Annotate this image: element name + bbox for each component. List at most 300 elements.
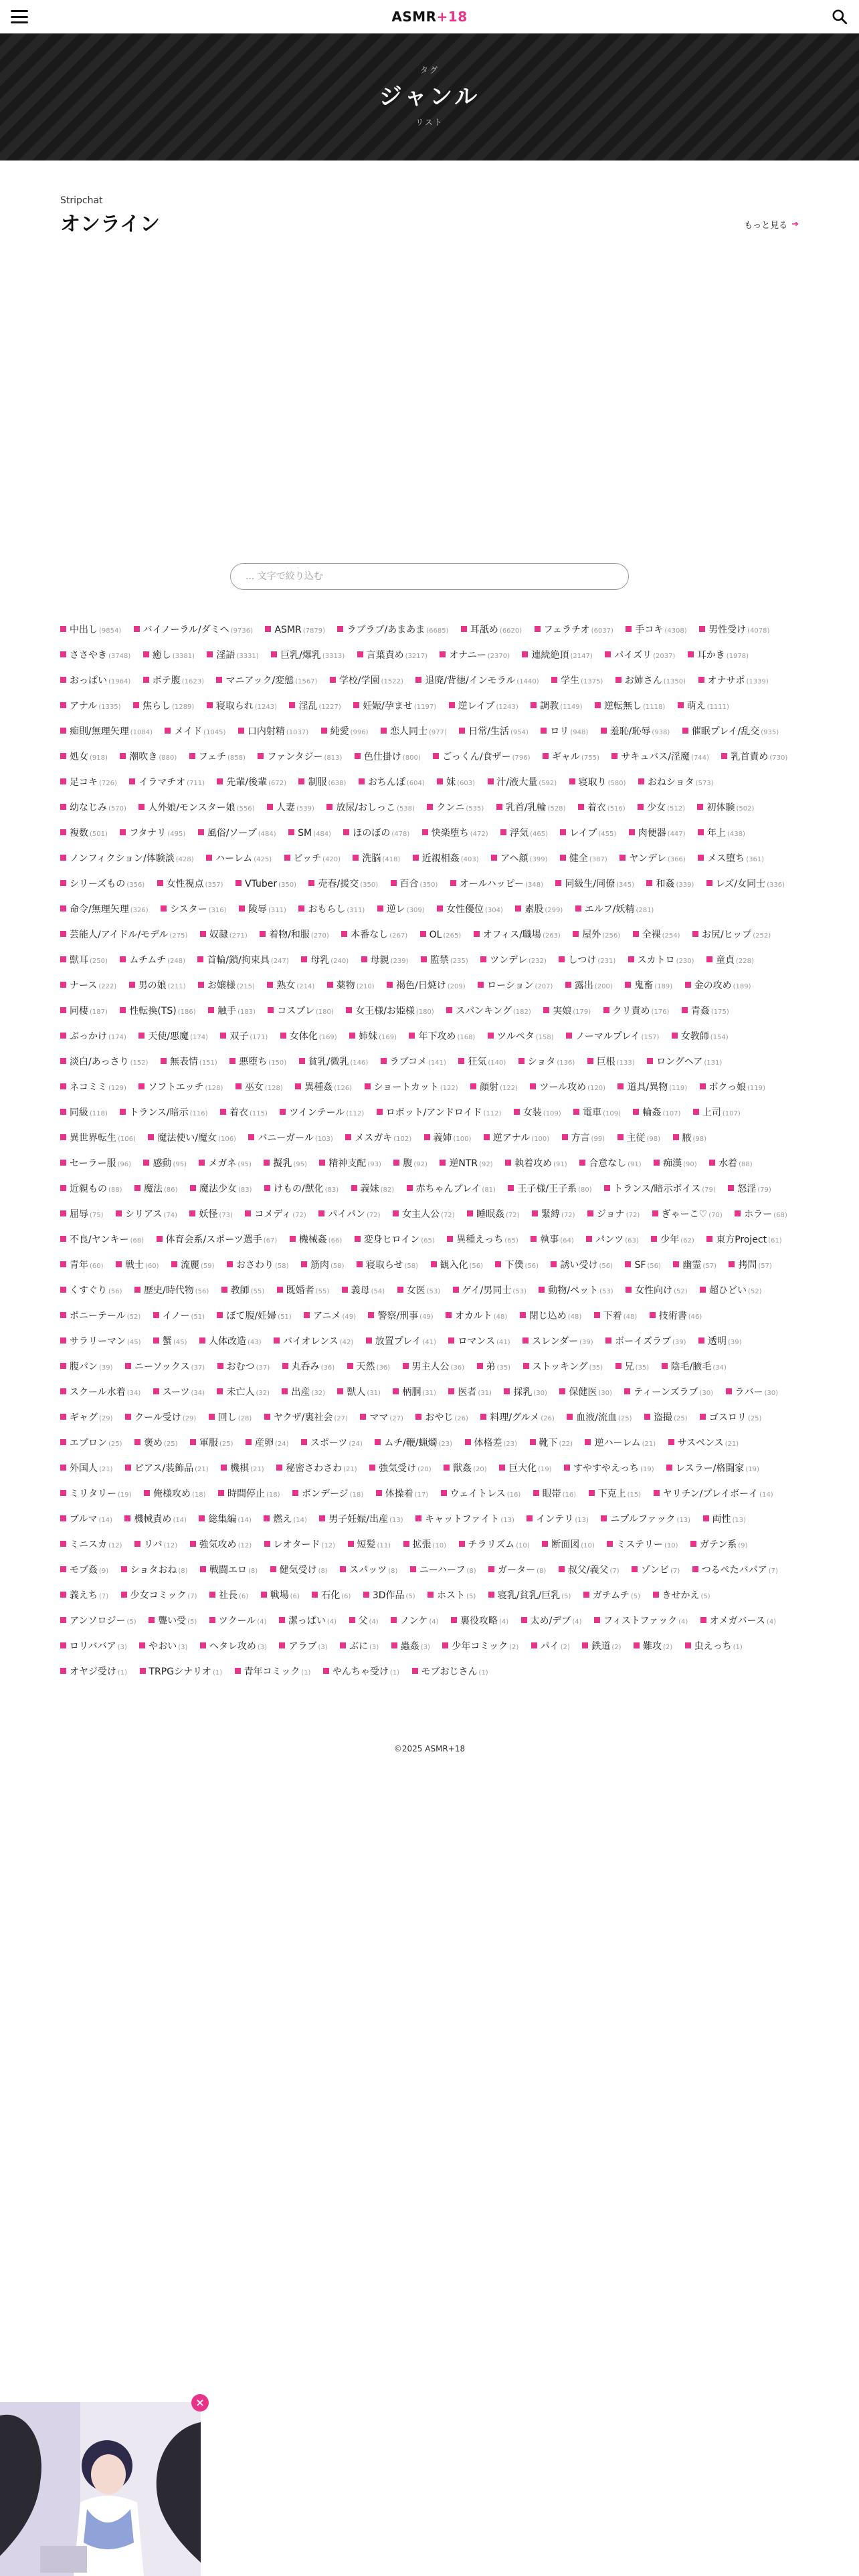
tag-link[interactable] (208, 999, 256, 1025)
tag-link[interactable] (274, 1329, 353, 1355)
tag-link[interactable] (449, 694, 518, 720)
tag-link[interactable] (673, 1126, 707, 1152)
tag-link[interactable] (604, 1177, 716, 1202)
tag-link[interactable] (60, 643, 130, 669)
tag-link[interactable] (153, 1329, 187, 1355)
tag-link[interactable] (531, 1634, 570, 1660)
tag-link[interactable] (138, 1075, 223, 1101)
tag-link[interactable] (60, 1431, 122, 1457)
tag-link[interactable] (268, 999, 333, 1025)
tag-link[interactable] (125, 1457, 209, 1482)
tag-link[interactable] (139, 1634, 187, 1660)
tag-link[interactable] (301, 1253, 345, 1279)
tag-link[interactable] (282, 1380, 325, 1406)
tag-link[interactable] (157, 872, 223, 897)
tag-link[interactable] (523, 1355, 603, 1380)
tag-link[interactable] (220, 1025, 268, 1050)
tag-link[interactable] (199, 1507, 252, 1533)
tag-link[interactable] (229, 1050, 286, 1075)
tag-link[interactable] (518, 1050, 575, 1075)
tag-link[interactable] (216, 669, 317, 694)
tag-link[interactable] (209, 1584, 248, 1609)
tag-link[interactable] (327, 974, 375, 999)
tag-link[interactable] (700, 1406, 762, 1431)
tag-link[interactable] (539, 1279, 613, 1304)
tag-link[interactable] (624, 1380, 713, 1406)
tag-link[interactable] (60, 1152, 131, 1177)
tag-link[interactable] (270, 1558, 328, 1584)
tag-link[interactable] (276, 1457, 357, 1482)
tag-link[interactable] (200, 1558, 258, 1584)
tag-link[interactable] (559, 1380, 612, 1406)
tag-link[interactable] (60, 974, 116, 999)
tag-link[interactable] (391, 872, 438, 897)
tag-link[interactable] (706, 948, 754, 974)
tag-link[interactable] (527, 1507, 589, 1533)
tag-link[interactable] (505, 1152, 567, 1177)
tag-link[interactable] (218, 1482, 280, 1507)
tag-link[interactable] (140, 1660, 223, 1685)
tag-link[interactable] (562, 1126, 605, 1152)
tag-link[interactable] (206, 847, 272, 872)
tag-link[interactable] (543, 745, 599, 770)
tag-link[interactable] (60, 1177, 122, 1202)
tag-link[interactable] (448, 1329, 510, 1355)
tag-link[interactable] (60, 1304, 140, 1329)
tag-link[interactable] (625, 1253, 660, 1279)
tag-link[interactable] (60, 1025, 126, 1050)
tag-link[interactable] (280, 1101, 364, 1126)
tag-link[interactable] (499, 1457, 552, 1482)
tag-link[interactable] (520, 1304, 582, 1329)
tag-link[interactable] (391, 1634, 430, 1660)
tag-link[interactable] (340, 1634, 379, 1660)
tag-link[interactable] (601, 1507, 690, 1533)
tag-link[interactable] (235, 1075, 283, 1101)
tag-link[interactable] (703, 1507, 747, 1533)
tag-link[interactable] (289, 694, 341, 720)
tag-link[interactable] (662, 1355, 727, 1380)
tag-link[interactable] (60, 1329, 141, 1355)
tag-link[interactable] (495, 1253, 539, 1279)
tag-link[interactable] (116, 1253, 159, 1279)
tag-link[interactable] (692, 923, 771, 948)
tag-link[interactable] (346, 999, 434, 1025)
tag-link[interactable] (120, 821, 185, 847)
tag-link[interactable] (672, 1025, 729, 1050)
tag-link[interactable] (60, 1228, 144, 1253)
tag-link[interactable] (138, 1025, 208, 1050)
tag-link[interactable] (700, 1279, 762, 1304)
tag-link[interactable] (617, 1075, 687, 1101)
tag-link[interactable] (442, 1634, 518, 1660)
tag-link[interactable] (698, 821, 745, 847)
tag-link[interactable] (589, 1482, 642, 1507)
tag-link[interactable] (299, 1050, 369, 1075)
tag-link[interactable] (448, 1380, 492, 1406)
tag-link[interactable] (60, 694, 121, 720)
tag-link[interactable] (573, 923, 620, 948)
tag-link[interactable] (638, 770, 714, 796)
tag-link[interactable] (532, 1202, 575, 1228)
tag-link[interactable] (569, 770, 626, 796)
tag-link[interactable] (446, 999, 531, 1025)
tag-link[interactable] (619, 847, 685, 872)
tag-link[interactable] (698, 847, 764, 872)
tag-link[interactable] (264, 1533, 336, 1558)
tag-link[interactable] (121, 1558, 188, 1584)
tag-link[interactable] (323, 1660, 399, 1685)
tag-link[interactable] (60, 1482, 132, 1507)
tag-link[interactable] (279, 1609, 337, 1634)
tag-link[interactable] (190, 1533, 252, 1558)
tag-link[interactable] (368, 1304, 433, 1329)
tag-link[interactable] (330, 669, 403, 694)
tag-link[interactable] (60, 1279, 122, 1304)
tag-link[interactable] (207, 643, 258, 669)
tag-link[interactable] (227, 1253, 289, 1279)
tag-link[interactable] (319, 1152, 381, 1177)
tag-link[interactable] (365, 1075, 458, 1101)
tag-link[interactable] (267, 974, 314, 999)
tag-link[interactable] (728, 1177, 771, 1202)
tag-link[interactable] (735, 1202, 787, 1228)
tag-link[interactable] (470, 1075, 518, 1101)
tag-link[interactable] (521, 1609, 582, 1634)
tag-link[interactable] (480, 948, 547, 974)
tag-link[interactable] (60, 923, 187, 948)
tag-link[interactable] (345, 1126, 411, 1152)
tag-link[interactable] (415, 1406, 468, 1431)
tag-link[interactable] (125, 1406, 196, 1431)
tag-link[interactable] (60, 618, 121, 643)
tag-link[interactable] (381, 1050, 446, 1075)
tag-link[interactable] (693, 1101, 741, 1126)
search-icon[interactable] (831, 8, 848, 25)
tag-link[interactable] (264, 1406, 348, 1431)
tag-link[interactable] (628, 948, 694, 974)
tag-link[interactable] (433, 745, 530, 770)
tag-link[interactable] (235, 1660, 311, 1685)
tag-link[interactable] (564, 1457, 654, 1482)
tag-link[interactable] (633, 923, 680, 948)
tag-link[interactable] (290, 1228, 343, 1253)
tag-link[interactable] (60, 821, 108, 847)
tag-link[interactable] (391, 1609, 438, 1634)
tag-link[interactable] (366, 1329, 436, 1355)
tag-link[interactable] (148, 1126, 236, 1152)
tag-link[interactable] (171, 1253, 215, 1279)
tag-link[interactable] (461, 618, 522, 643)
tag-link[interactable] (603, 999, 670, 1025)
tag-link[interactable] (453, 1279, 527, 1304)
tag-link[interactable] (459, 720, 529, 745)
tag-link[interactable] (342, 1279, 385, 1304)
tag-link[interactable] (533, 1482, 577, 1507)
tag-link[interactable] (447, 1228, 518, 1253)
tag-link[interactable] (318, 1202, 380, 1228)
tag-link[interactable] (265, 618, 325, 643)
tag-link[interactable] (60, 796, 126, 821)
tag-link[interactable] (134, 1431, 178, 1457)
tag-link[interactable] (480, 1406, 554, 1431)
tag-link[interactable] (393, 1202, 455, 1228)
tag-link[interactable] (654, 1152, 697, 1177)
tag-link[interactable] (264, 1152, 307, 1177)
tag-link[interactable] (682, 999, 729, 1025)
tag-link[interactable] (698, 669, 769, 694)
tag-link[interactable] (282, 1355, 335, 1380)
tag-link[interactable] (60, 1457, 113, 1482)
tag-link[interactable] (387, 974, 466, 999)
site-logo[interactable] (391, 9, 467, 25)
tag-link[interactable] (217, 1380, 270, 1406)
tag-link[interactable] (543, 999, 591, 1025)
tag-link[interactable] (161, 897, 226, 923)
tag-link[interactable] (288, 821, 331, 847)
tag-link[interactable] (60, 1202, 104, 1228)
tag-link[interactable] (500, 821, 548, 847)
tag-link[interactable] (60, 1253, 104, 1279)
tag-link[interactable] (375, 1431, 452, 1457)
tag-link[interactable] (198, 821, 276, 847)
tag-link[interactable] (421, 948, 468, 974)
tag-link[interactable] (381, 720, 447, 745)
tag-link[interactable] (349, 1025, 397, 1050)
tag-link[interactable] (129, 770, 205, 796)
tag-link[interactable] (508, 1177, 591, 1202)
tag-link[interactable] (685, 1634, 743, 1660)
tag-link[interactable] (220, 1101, 268, 1126)
tag-link[interactable] (295, 1075, 352, 1101)
tag-link[interactable] (60, 1584, 108, 1609)
tag-link[interactable] (199, 1329, 262, 1355)
tag-link[interactable] (60, 1075, 126, 1101)
tag-link[interactable] (565, 974, 613, 999)
tag-link[interactable] (726, 1380, 779, 1406)
tag-link[interactable] (551, 1253, 613, 1279)
tag-link[interactable] (393, 1380, 436, 1406)
tag-link[interactable] (343, 821, 409, 847)
tag-link[interactable] (531, 1228, 574, 1253)
tag-link[interactable] (594, 1609, 688, 1634)
tag-link[interactable] (685, 974, 751, 999)
tag-link[interactable] (611, 745, 709, 770)
tag-link[interactable] (189, 745, 246, 770)
tag-link[interactable] (129, 974, 186, 999)
tag-link[interactable] (143, 643, 195, 669)
tag-link[interactable] (363, 1584, 415, 1609)
tag-link[interactable] (407, 1177, 496, 1202)
tag-link[interactable] (377, 1101, 502, 1126)
tag-link[interactable] (60, 745, 108, 770)
tag-link[interactable] (120, 999, 195, 1025)
tag-link[interactable] (60, 847, 194, 872)
tag-link[interactable] (349, 1609, 379, 1634)
tag-link[interactable] (721, 745, 787, 770)
tag-link[interactable] (477, 1355, 511, 1380)
tag-link[interactable] (488, 1558, 546, 1584)
ad-close-button[interactable]: × (191, 2394, 209, 2411)
tag-link[interactable] (465, 1431, 518, 1457)
tag-link[interactable] (653, 1584, 710, 1609)
tag-link[interactable] (583, 1584, 640, 1609)
tag-link[interactable] (566, 1025, 659, 1050)
tag-link[interactable] (615, 1355, 650, 1380)
tag-link[interactable] (535, 618, 613, 643)
tag-link[interactable] (321, 720, 369, 745)
tag-link[interactable] (221, 1279, 265, 1304)
tag-link[interactable] (209, 1406, 252, 1431)
tag-link[interactable] (369, 1457, 432, 1482)
tag-link[interactable] (522, 1329, 593, 1355)
tag-link[interactable] (353, 694, 436, 720)
tag-link[interactable] (190, 1177, 252, 1202)
tag-link[interactable] (617, 1126, 661, 1152)
tag-link[interactable] (638, 796, 685, 821)
tag-link[interactable] (277, 1279, 330, 1304)
tag-link[interactable] (60, 1609, 136, 1634)
tag-link[interactable] (221, 1457, 264, 1482)
tag-link[interactable] (700, 1075, 765, 1101)
tag-link[interactable] (264, 1507, 307, 1533)
tag-link[interactable] (573, 1101, 621, 1126)
tag-link[interactable] (484, 1126, 549, 1152)
tag-link[interactable] (60, 1355, 113, 1380)
tag-link[interactable] (245, 1202, 306, 1228)
tag-link[interactable] (595, 694, 665, 720)
tag-link[interactable] (531, 694, 582, 720)
tag-link[interactable] (116, 1202, 177, 1228)
tag-link[interactable] (427, 1584, 476, 1609)
tag-link[interactable] (217, 1304, 291, 1329)
tag-link[interactable] (607, 1533, 678, 1558)
tag-link[interactable] (697, 796, 754, 821)
tag-link[interactable] (706, 872, 785, 897)
tag-link[interactable] (353, 847, 400, 872)
tag-link[interactable] (161, 1050, 217, 1075)
tag-link[interactable] (437, 897, 503, 923)
tag-link[interactable] (699, 618, 769, 643)
tag-link[interactable] (542, 1533, 595, 1558)
tag-link[interactable] (459, 1533, 530, 1558)
tag-link[interactable] (587, 1050, 635, 1075)
tag-link[interactable] (134, 1177, 178, 1202)
tag-link[interactable] (437, 770, 475, 796)
tag-link[interactable] (248, 1126, 332, 1152)
tag-link[interactable] (157, 1228, 278, 1253)
tag-link[interactable] (410, 1558, 476, 1584)
tag-link[interactable] (199, 1152, 252, 1177)
tag-link[interactable] (319, 1507, 403, 1533)
tag-link[interactable] (280, 1025, 337, 1050)
tag-link[interactable] (541, 720, 588, 745)
tag-link[interactable] (347, 1355, 391, 1380)
tag-link[interactable] (134, 1533, 177, 1558)
tag-link[interactable] (522, 643, 592, 669)
tag-link[interactable] (60, 1050, 148, 1075)
tag-link[interactable] (60, 720, 153, 745)
tag-link[interactable] (143, 1152, 187, 1177)
tag-link[interactable] (567, 1406, 632, 1431)
tag-link[interactable] (238, 720, 308, 745)
tag-link[interactable] (217, 770, 286, 796)
tag-link[interactable] (124, 1507, 187, 1533)
tag-link[interactable] (646, 872, 694, 897)
tag-link[interactable] (260, 923, 329, 948)
tag-link[interactable] (496, 796, 566, 821)
tag-link[interactable] (60, 1406, 113, 1431)
tag-link[interactable] (729, 1253, 772, 1279)
tag-link[interactable] (555, 872, 634, 897)
tag-link[interactable] (424, 1126, 472, 1152)
tag-link[interactable] (143, 669, 204, 694)
tag-link[interactable] (450, 872, 543, 897)
tag-link[interactable] (134, 1279, 209, 1304)
tag-link[interactable] (149, 1609, 197, 1634)
tag-link[interactable] (415, 669, 539, 694)
tag-link[interactable] (198, 974, 255, 999)
tag-link[interactable] (458, 1050, 506, 1075)
tag-link[interactable] (355, 745, 421, 770)
tag-link[interactable] (650, 1304, 702, 1329)
tag-link[interactable] (60, 1634, 127, 1660)
tag-link[interactable] (409, 1025, 475, 1050)
tag-link[interactable] (207, 694, 277, 720)
tag-link[interactable] (474, 923, 561, 948)
tag-link[interactable] (397, 1279, 441, 1304)
tag-link[interactable] (298, 770, 346, 796)
tag-link[interactable] (377, 897, 425, 923)
tag-link[interactable] (60, 770, 117, 796)
tag-link[interactable] (625, 974, 672, 999)
tag-link[interactable] (376, 1482, 429, 1507)
tag-link[interactable] (403, 1533, 447, 1558)
tag-link[interactable] (133, 694, 194, 720)
tag-link[interactable] (190, 1431, 233, 1457)
tag-link[interactable] (261, 1584, 300, 1609)
tag-link[interactable] (668, 1431, 739, 1457)
tag-link[interactable] (673, 1253, 717, 1279)
tag-link[interactable] (688, 643, 749, 669)
tag-link[interactable] (200, 923, 248, 948)
tag-link[interactable] (304, 1304, 356, 1329)
see-more-link[interactable] (744, 218, 799, 231)
tag-link[interactable] (652, 1202, 723, 1228)
tag-link[interactable] (393, 1152, 427, 1177)
tag-link[interactable] (312, 1584, 351, 1609)
tag-link[interactable] (632, 1558, 680, 1584)
tag-link[interactable] (235, 872, 296, 897)
tag-link[interactable] (530, 1431, 573, 1457)
tag-link[interactable] (560, 847, 607, 872)
tag-link[interactable] (60, 897, 149, 923)
tag-link[interactable] (337, 618, 448, 643)
tag-link[interactable] (125, 1355, 205, 1380)
tag-link[interactable] (586, 1228, 639, 1253)
tag-link[interactable] (153, 1380, 205, 1406)
tag-link[interactable] (361, 948, 409, 974)
tag-link[interactable] (633, 1101, 680, 1126)
tag-link[interactable] (308, 872, 378, 897)
tag-link[interactable] (440, 643, 510, 669)
tag-link[interactable] (690, 1533, 747, 1558)
tag-link[interactable] (340, 1558, 397, 1584)
tag-link[interactable] (60, 1558, 108, 1584)
tag-link[interactable] (559, 948, 615, 974)
tag-link[interactable] (60, 999, 108, 1025)
tag-link[interactable] (279, 1634, 327, 1660)
